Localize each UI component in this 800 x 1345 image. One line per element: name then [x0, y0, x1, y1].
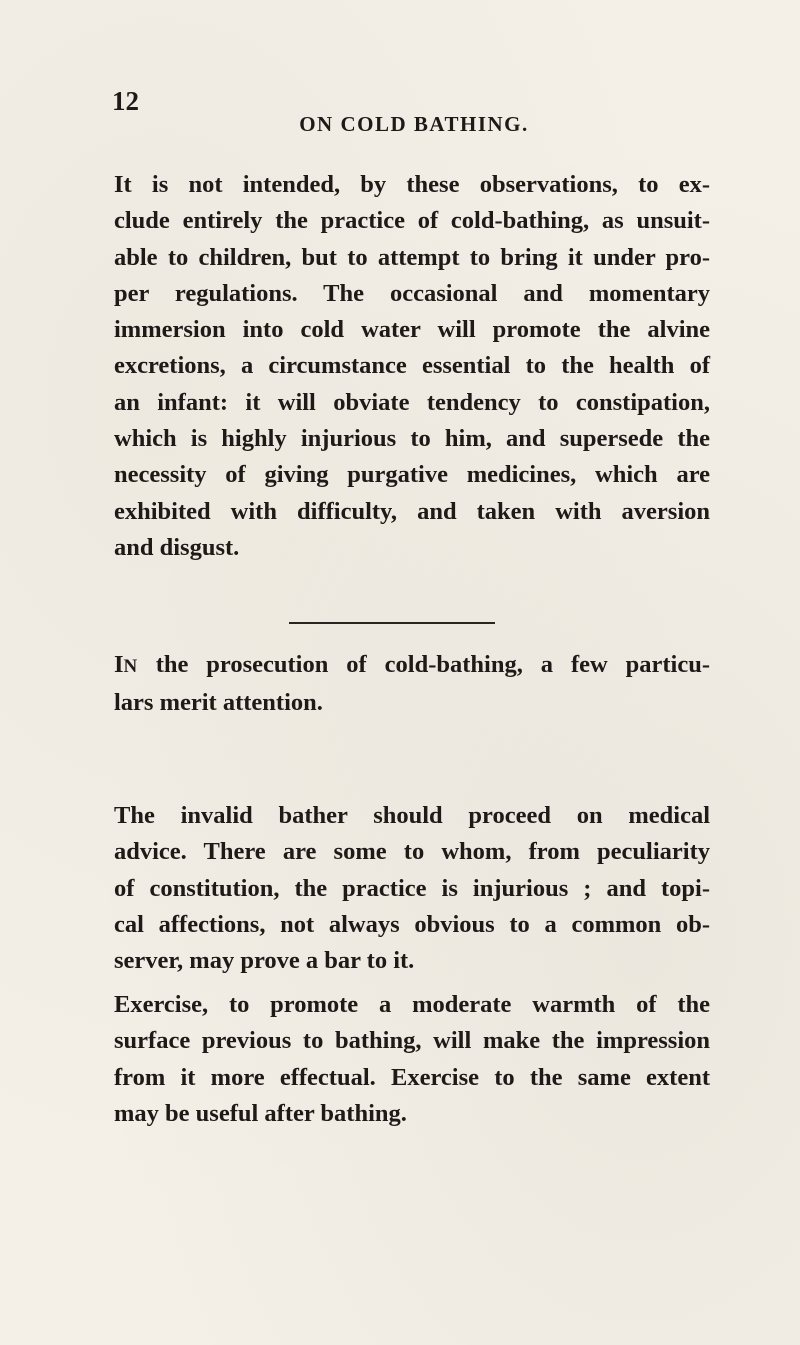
section-divider-rule [289, 622, 495, 624]
text-line: It is not intended, by these observations, to ex- [114, 171, 710, 198]
first-line-text: the prosecution of cold-bathing, a few particu- [137, 651, 710, 678]
text-line: immersion into cold water will promote the alvine [114, 316, 710, 344]
text-line: The invalid bather should proceed on medical [114, 802, 710, 829]
text-line: may be useful after bathing. [114, 1099, 407, 1127]
text-line: exhibited with difficulty, and taken with aversion [114, 497, 710, 525]
text-line: from it more effectual. Exercise to the same extent [114, 1063, 710, 1091]
text-line: advice. There are some to whom, from peculiarity [114, 838, 710, 866]
paragraph-1 [114, 167, 710, 566]
text-line: an infant: it will obviate tendency to constipation, [114, 388, 710, 416]
paragraph-2 [114, 647, 710, 722]
running-head: ON COLD BATHING. [299, 112, 529, 136]
small-caps-rest: N [123, 656, 138, 677]
text-line: cal affections, not always obvious to a common ob- [114, 910, 710, 938]
text-line [114, 647, 710, 685]
text-line: per regulations. The occasional and momentary [114, 279, 710, 307]
text-line: lars merit attention. [114, 689, 323, 717]
text-line: and disgust. [114, 533, 240, 561]
text-line: clude entirely the practice of cold-bathing, as unsuit- [114, 207, 710, 235]
text-line: able to children, but to attempt to bring it under pro- [114, 243, 710, 271]
text-line: of constitution, the practice is injurious ; and topi- [114, 874, 710, 902]
text-line: necessity of giving purgative medicines, which are [114, 461, 710, 489]
text-line: which is highly injurious to him, and supersede the [114, 425, 710, 453]
paragraph-4 [114, 987, 710, 1132]
page-number: 12 [112, 86, 139, 116]
text-line: surface previous to bathing, will make the impression [114, 1027, 710, 1055]
text-line: Exercise, to promote a moderate warmth of the [114, 991, 710, 1018]
paragraph-3 [114, 798, 710, 979]
small-caps-initial: I [114, 651, 124, 678]
text-line: excretions, a circumstance essential to the health of [114, 352, 710, 380]
text-line: server, may prove a bar to it. [114, 947, 415, 975]
